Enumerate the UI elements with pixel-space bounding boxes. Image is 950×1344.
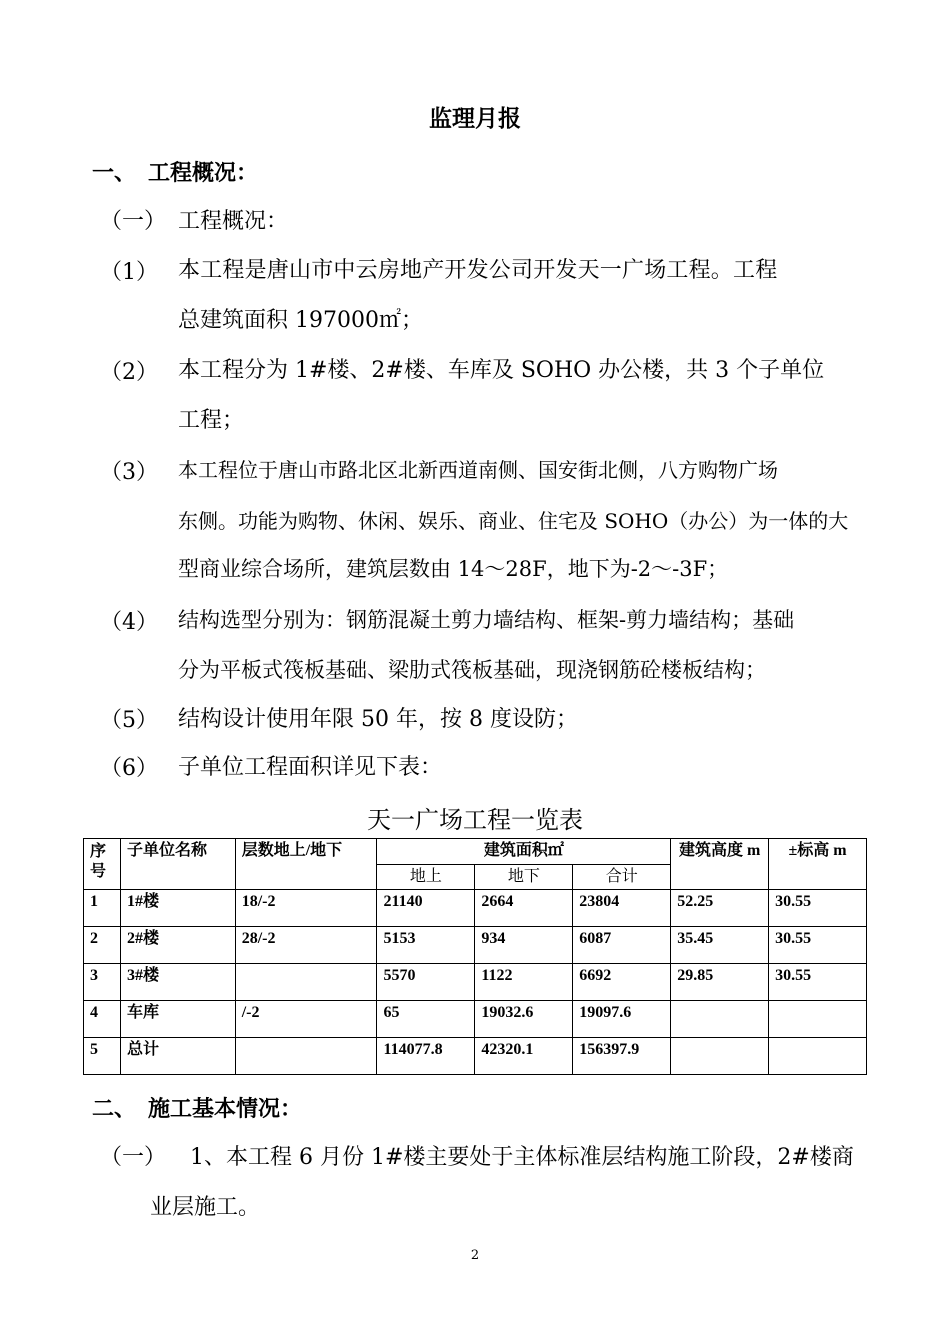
subsection-1-heading: 工程概况： [178, 209, 289, 234]
cell-below: 1122 [475, 964, 573, 1001]
subsection-2-number: （一） [100, 1145, 167, 1170]
cell-floors [235, 1038, 377, 1075]
cell-below: 19032.6 [475, 1001, 573, 1038]
item-4-line-2: 分为平板式筏板基础、梁肋式筏板基础，现浇钢筋砼楼板结构； [178, 658, 766, 682]
header-height: 建筑高度 m [671, 839, 769, 890]
table-row [84, 964, 867, 1001]
header-seq: 序号 [84, 839, 121, 890]
section-1-number: 一、 [92, 160, 137, 186]
item-5-line-1: 结构设计使用年限 50 年，按 8 度设防； [178, 707, 578, 732]
header-above-ground: 地上 [377, 865, 475, 890]
cell-seq: 1 [84, 890, 121, 927]
table-row [84, 890, 867, 927]
cell-seq: 4 [84, 1001, 121, 1038]
cell-above: 5570 [377, 964, 475, 1001]
cell-above: 21140 [377, 890, 475, 927]
cell-elevation: 30.55 [769, 890, 867, 927]
cell-below: 2664 [475, 890, 573, 927]
cell-above: 65 [377, 1001, 475, 1038]
subsection-2-line-2: 业层施工。 [150, 1195, 261, 1220]
item-2-number: （2） [100, 360, 158, 385]
section-2-heading: 施工基本情况： [148, 1096, 303, 1122]
cell-elevation: 30.55 [769, 927, 867, 964]
item-3-line-2: 东侧。功能为购物、休闲、娱乐、商业、住宅及 SOHO（办公）为一体的大 [178, 509, 849, 533]
item-2-line-1: 本工程分为 1#楼、2#楼、车库及 SOHO 办公楼，共 3 个子单位 [178, 358, 825, 383]
header-total: 合计 [573, 865, 671, 890]
subsection-2-line-1: 1、本工程 6 月份 1#楼主要处于主体标准层结构施工阶段，2#楼商 [190, 1145, 854, 1170]
item-3-line-3: 型商业综合场所，建筑层数由 14～28F，地下为-2～-3F； [178, 557, 729, 581]
cell-below: 42320.1 [475, 1038, 573, 1075]
cell-height [671, 1001, 769, 1038]
item-3-number: （3） [100, 460, 158, 485]
cell-below: 934 [475, 927, 573, 964]
header-below-ground: 地下 [475, 865, 573, 890]
cell-elevation [769, 1001, 867, 1038]
cell-name: 总计 [120, 1038, 235, 1075]
cell-name: 3#楼 [120, 964, 235, 1001]
header-elevation: ±标高 m [769, 839, 867, 890]
cell-height: 35.45 [671, 927, 769, 964]
cell-elevation: 30.55 [769, 964, 867, 1001]
cell-height [671, 1038, 769, 1075]
item-4-number: （4） [100, 610, 158, 635]
cell-total: 156397.9 [573, 1038, 671, 1075]
item-1-line-1: 本工程是唐山市中云房地产开发公司开发天一广场工程。工程 [178, 258, 778, 283]
cell-floors: 18/-2 [235, 890, 377, 927]
cell-total: 23804 [573, 890, 671, 927]
item-1-number: （1） [100, 260, 158, 285]
item-6-number: （6） [100, 756, 158, 781]
cell-total: 6692 [573, 964, 671, 1001]
section-2-number: 二、 [92, 1096, 137, 1122]
page-number: 2 [470, 1248, 480, 1263]
item-6-line-1: 子单位工程面积详见下表： [178, 755, 443, 780]
item-2-line-2: 工程； [178, 408, 245, 433]
item-5-number: （5） [100, 708, 158, 733]
item-1-line-2: 总建筑面积 197000㎡； [178, 308, 423, 333]
subsection-1-number: （一） [100, 209, 167, 234]
cell-floors: 28/-2 [235, 927, 377, 964]
cell-total: 6087 [573, 927, 671, 964]
table-row [84, 1038, 867, 1075]
cell-name: 车库 [120, 1001, 235, 1038]
cell-height: 29.85 [671, 964, 769, 1001]
table-row [84, 927, 867, 964]
cell-floors: /-2 [235, 1001, 377, 1038]
cell-seq: 3 [84, 964, 121, 1001]
header-name: 子单位名称 [120, 839, 235, 890]
section-1-heading: 工程概况： [148, 160, 259, 186]
cell-above: 5153 [377, 927, 475, 964]
cell-name: 1#楼 [120, 890, 235, 927]
header-floors: 层数地上/地下 [235, 839, 377, 890]
cell-floors [235, 964, 377, 1001]
cell-name: 2#楼 [120, 927, 235, 964]
cell-seq: 5 [84, 1038, 121, 1075]
cell-total: 19097.6 [573, 1001, 671, 1038]
header-area: 建筑面积㎡ [377, 839, 671, 865]
project-table [83, 838, 867, 1075]
table-row [84, 1001, 867, 1038]
cell-height: 52.25 [671, 890, 769, 927]
cell-elevation [769, 1038, 867, 1075]
item-4-line-1: 结构选型分别为：钢筋混凝土剪力墙结构、框架-剪力墙结构；基础 [178, 608, 795, 632]
cell-seq: 2 [84, 927, 121, 964]
page-title: 监理月报 [429, 105, 521, 132]
table-title: 天一广场工程一览表 [367, 806, 583, 834]
item-3-line-1: 本工程位于唐山市路北区北新西道南侧、国安街北侧，八方购物广场 [178, 458, 778, 482]
cell-above: 114077.8 [377, 1038, 475, 1075]
